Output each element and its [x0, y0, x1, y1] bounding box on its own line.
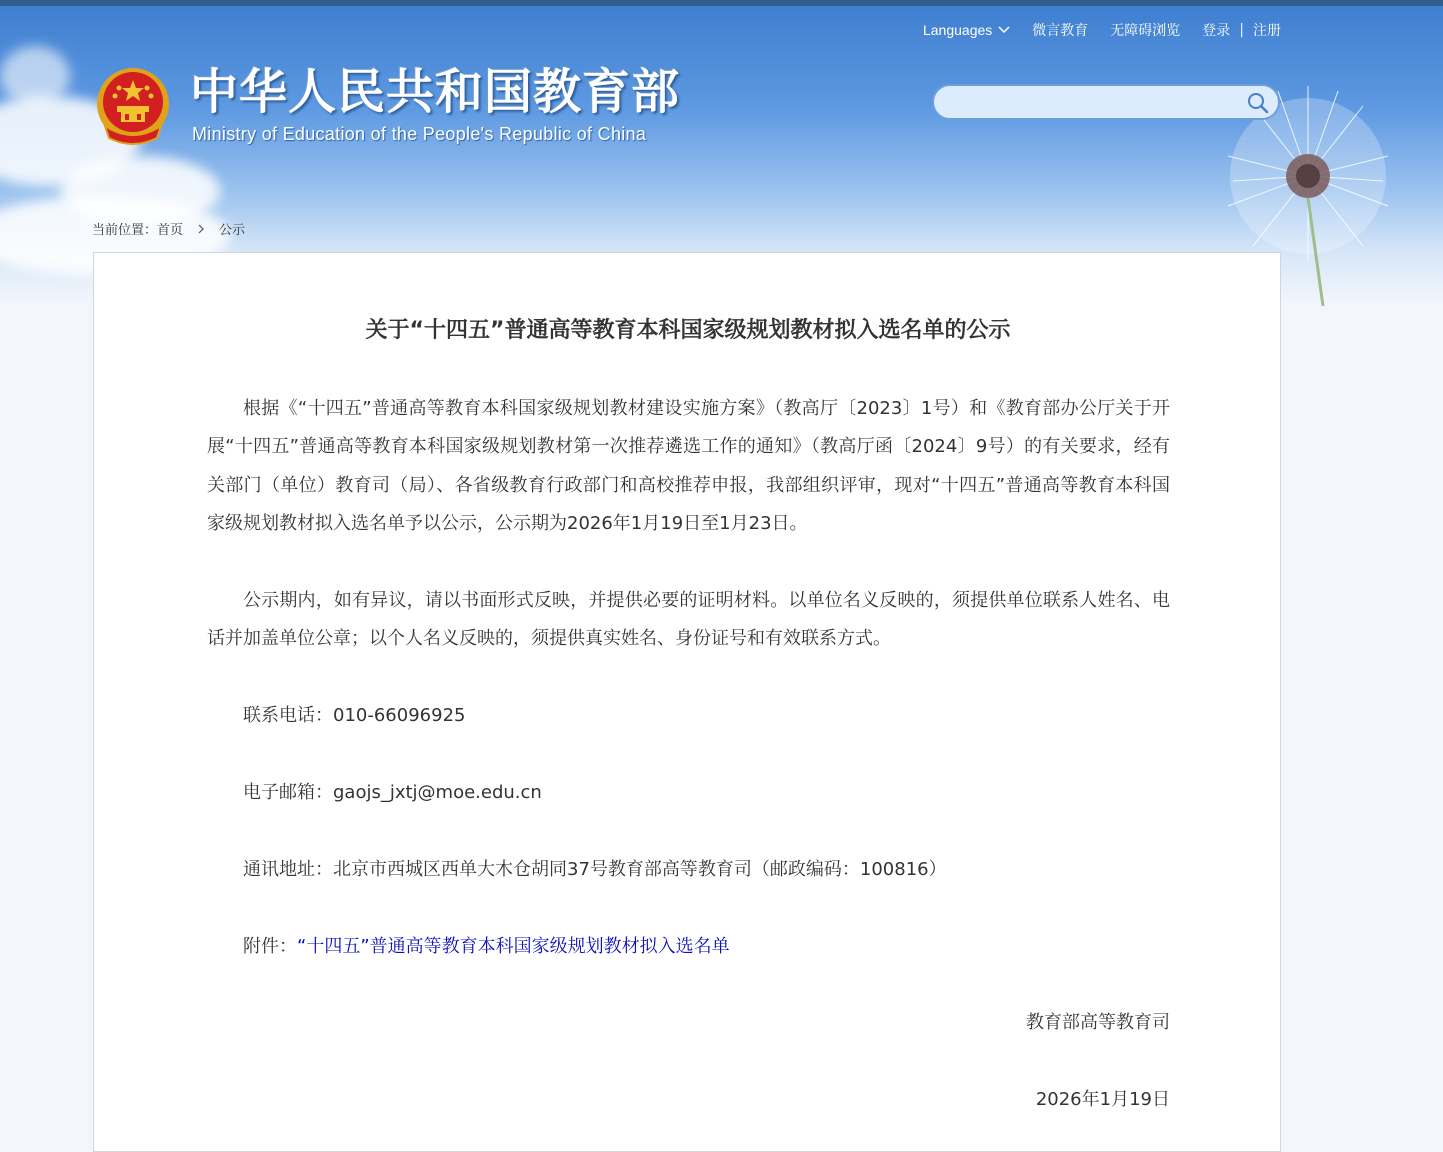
- issuer-name: 教育部高等教育司: [1026, 1012, 1170, 1034]
- contact-email: 电子邮箱：gaojs_jxtj@moe.edu.cn: [243, 782, 542, 804]
- breadcrumb-home-link[interactable]: 首页: [157, 223, 184, 238]
- search-icon[interactable]: [1246, 91, 1270, 115]
- search-input[interactable]: [948, 92, 1242, 116]
- breadcrumb-prefix: 当前位置：: [92, 223, 158, 238]
- chevron-down-icon: [998, 26, 1010, 34]
- languages-dropdown[interactable]: [923, 22, 1010, 38]
- contact-phone: 联系电话：010-66096925: [243, 705, 466, 727]
- accessible-browsing-link[interactable]: 无障碍浏览: [1110, 23, 1181, 39]
- site-title: 中华人民共和国教育部: [190, 64, 681, 120]
- contact-address: 通讯地址：北京市西城区西单大木仓胡同37号教育部高等教育司（邮政编码：100816）: [243, 858, 947, 880]
- search-box: [932, 84, 1280, 120]
- weiyan-education-link[interactable]: 微言教育: [1032, 23, 1089, 39]
- chevron-right-icon: [197, 224, 205, 234]
- attachment-label: 附件：: [243, 935, 297, 957]
- site-subtitle: Ministry of Education of the People's Republic of China: [192, 124, 647, 144]
- attachment-link[interactable]: “十四五”普通高等教育本科国家级规划教材拟入选名单: [297, 935, 730, 957]
- article-paragraph: 公示期内，如有异议，请以书面形式反映，并提供必要的证明材料。以单位名义反映的，须提供单位联系人姓名、电话并加盖单位公章；以个人名义反映的，须提供真实姓名、身份证号和有效联系方式。: [207, 590, 1170, 650]
- national-emblem-icon: [95, 66, 171, 146]
- link-separator: |: [1239, 22, 1244, 38]
- login-link[interactable]: 登录: [1202, 23, 1231, 39]
- breadcrumb-current-link[interactable]: 公示: [219, 223, 246, 238]
- attachment-line: [207, 928, 1170, 966]
- cloud-decoration: [0, 46, 70, 106]
- article-card: [93, 252, 1281, 1152]
- article-paragraph: 根据《“十四五”普通高等教育本科国家级规划教材建设实施方案》（教高厅〔2023〕1号）和《教育部办公厅关于开展“十四五”普通高等教育本科国家级规划教材第一次推荐遴选工作的通知》（教高厅函〔2024〕9号）的有关要求，经有关部门（单位）教育司（局）、各省级教育行政部门和高校推荐申报，我部组织评审，现对“十四五”普通高等教育本科国家级规划教材拟入选名单予以公示，公示期为2026年1月19日至1月23日。: [207, 398, 1170, 535]
- issue-date: 2026年1月19日: [1035, 1089, 1170, 1111]
- article-title: 关于“十四五”普通高等教育本科国家级规划教材拟入选名单的公示: [365, 318, 1011, 343]
- top-links: [923, 20, 1281, 40]
- breadcrumb: [92, 219, 245, 238]
- article-body: [207, 390, 1170, 1120]
- register-link[interactable]: 注册: [1253, 23, 1281, 39]
- languages-label: Languages: [922, 22, 993, 38]
